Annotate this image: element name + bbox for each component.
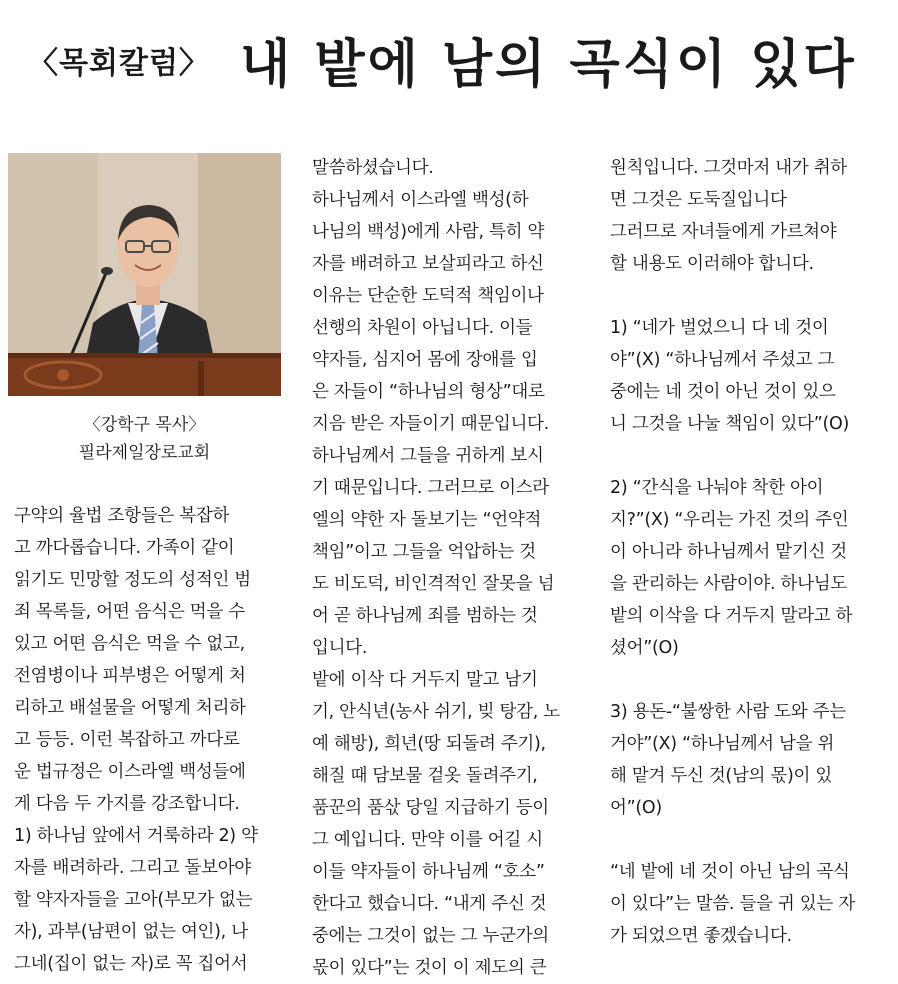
- body-line: 중에는 그것이 없는 그 누군가의: [312, 926, 549, 946]
- author-photo: [8, 153, 281, 396]
- paragraph-gap: [610, 280, 890, 312]
- body-line: 이 있다”는 말씀. 들을 귀 있는 자: [610, 894, 855, 914]
- body-line: 밭에 이삭 다 거두지 말고 남기: [312, 670, 538, 690]
- body-line: 품꾼의 품삯 당일 지급하기 등이: [312, 798, 549, 818]
- body-line: 원칙입니다. 그것마저 내가 취하: [610, 158, 847, 178]
- body-line: 니 그것을 나눌 책임이 있다”(O): [610, 414, 850, 434]
- column-header: [0, 0, 898, 110]
- body-line: 죄 목록들, 어떤 음식은 먹을 수: [14, 602, 245, 622]
- body-line: 말씀하셨습니다.: [312, 158, 434, 178]
- body-line: 자), 과부(남편이 없는 여인), 나: [14, 922, 248, 942]
- body-line: 약자들, 심지어 몸에 장애를 입: [312, 350, 538, 370]
- body-line: 책임”이고 그들을 억압하는 것: [312, 542, 536, 562]
- body-line: 하나님께서 이스라엘 백성(하: [312, 190, 529, 210]
- body-line: 지?”(X) “우리는 가진 것의 주인: [610, 510, 849, 530]
- body-line: 지음 받은 자들이기 때문입니다.: [312, 414, 549, 434]
- body-line: 기 때문입니다. 그러므로 이스라: [312, 478, 549, 498]
- body-line: 그 예입니다. 만약 이를 어길 시: [312, 830, 543, 850]
- body-line: 자를 배려하고 보살피라고 하신: [312, 254, 544, 274]
- body-line: 리하고 배설물을 어떻게 처리하: [14, 698, 246, 718]
- body-line: 있고 어떤 음식은 먹을 수 없고,: [14, 634, 245, 654]
- body-line: 그러므로 자녀들에게 가르쳐야: [610, 222, 837, 242]
- body-line: 거야”(X) “하나님께서 남을 위: [610, 734, 835, 754]
- body-line: 2) “간식을 나눠야 착한 아이: [610, 478, 824, 498]
- body-line: 몫이 있다”는 것이 이 제도의 큰: [312, 958, 547, 978]
- body-line: 이 아니라 하나님께서 맡기신 것: [610, 542, 847, 562]
- body-line: 고 등등. 이런 복잡하고 까다로: [14, 730, 240, 750]
- body-line: 면 그것은 도둑질입니다: [610, 190, 787, 210]
- body-line: 어 곧 하나님께 죄를 범하는 것: [312, 606, 538, 626]
- body-line: 셨어”(O): [610, 638, 679, 658]
- article-column-3: [610, 152, 890, 952]
- pastor-at-podium-image: [8, 153, 281, 396]
- body-line: 밭의 이삭을 다 거두지 말라고 하: [610, 606, 853, 626]
- author-name: 〈강학구 목사〉: [83, 415, 206, 435]
- body-line: 1) “네가 벌었으니 다 네 것이: [610, 318, 829, 338]
- body-line: 야”(X) “하나님께서 주셨고 그: [610, 350, 835, 370]
- body-line: 할 내용도 이러해야 합니다.: [610, 254, 814, 274]
- body-line: 자를 배려하라. 그리고 돌보아야: [14, 858, 251, 878]
- body-line: 운 법규정은 이스라엘 백성들에: [14, 762, 246, 782]
- body-line: 기, 안식년(농사 쉬기, 빚 탕감, 노: [312, 702, 560, 722]
- body-line: 할 약자자들을 고아(부모가 없는: [14, 890, 253, 910]
- paragraph-gap: [610, 440, 890, 472]
- paragraph-gap: [610, 824, 890, 856]
- article-column-2: [312, 152, 592, 984]
- body-line: 그네(집이 없는 자)로 꼭 집어서: [14, 954, 248, 974]
- body-line: 한다고 했습니다. “내게 주신 것: [312, 894, 547, 914]
- body-line: 3) 용돈-“불쌍한 사람 도와 주는: [610, 702, 846, 722]
- body-line: “네 밭에 네 것이 아닌 남의 곡식: [610, 862, 850, 882]
- body-line: 전염병이나 피부병은 어떻게 처: [14, 666, 246, 686]
- body-line: 하나님께서 그들을 귀하게 보시: [312, 446, 544, 466]
- body-line: 이유는 단순한 도덕적 책임이나: [312, 286, 544, 306]
- body-line: 나님의 백성)에게 사람, 특히 약: [312, 222, 545, 242]
- body-line: 구약의 율법 조항들은 복잡하: [14, 506, 230, 526]
- article-column-1: [14, 500, 290, 980]
- body-line: 은 자들이 “하나님의 형상”대로: [312, 382, 545, 402]
- body-line: 예 해방), 희년(땅 되돌려 주기),: [312, 734, 546, 754]
- body-line: 해 맡겨 두신 것(남의 몫)이 있: [610, 766, 833, 786]
- body-line: 엘의 약한 자 돌보기는 “언약적: [312, 510, 542, 530]
- body-line: 해질 때 담보물 겉옷 돌려주기,: [312, 766, 538, 786]
- body-line: 도 비도덕, 비인격적인 잘못을 넘: [312, 574, 555, 594]
- body-line: 어”(O): [610, 798, 662, 818]
- body-line: 게 다음 두 가지를 강조합니다.: [14, 794, 240, 814]
- body-line: 고 까다롭습니다. 가족이 같이: [14, 538, 235, 558]
- headline: 내 밭에 남의 곡식이 있다: [240, 35, 857, 95]
- author-church: 필라제일장로교회: [78, 443, 211, 463]
- column-tag: 〈목회칼럼〉: [28, 46, 210, 81]
- body-line: 을 관리하는 사람이야. 하나님도: [610, 574, 847, 594]
- body-line: 선행의 차원이 아닙니다. 이들: [312, 318, 533, 338]
- body-line: 1) 하나님 앞에서 거룩하라 2) 약: [14, 826, 258, 846]
- body-line: 입니다.: [312, 638, 368, 658]
- body-line: 중에는 네 것이 아닌 것이 있으: [610, 382, 836, 402]
- body-line: 이들 약자들이 하나님께 “호소”: [312, 862, 545, 882]
- paragraph-gap: [610, 664, 890, 696]
- body-line: 읽기도 민망할 정도의 성적인 범: [14, 570, 251, 590]
- body-line: 가 되었으면 좋겠습니다.: [610, 926, 792, 946]
